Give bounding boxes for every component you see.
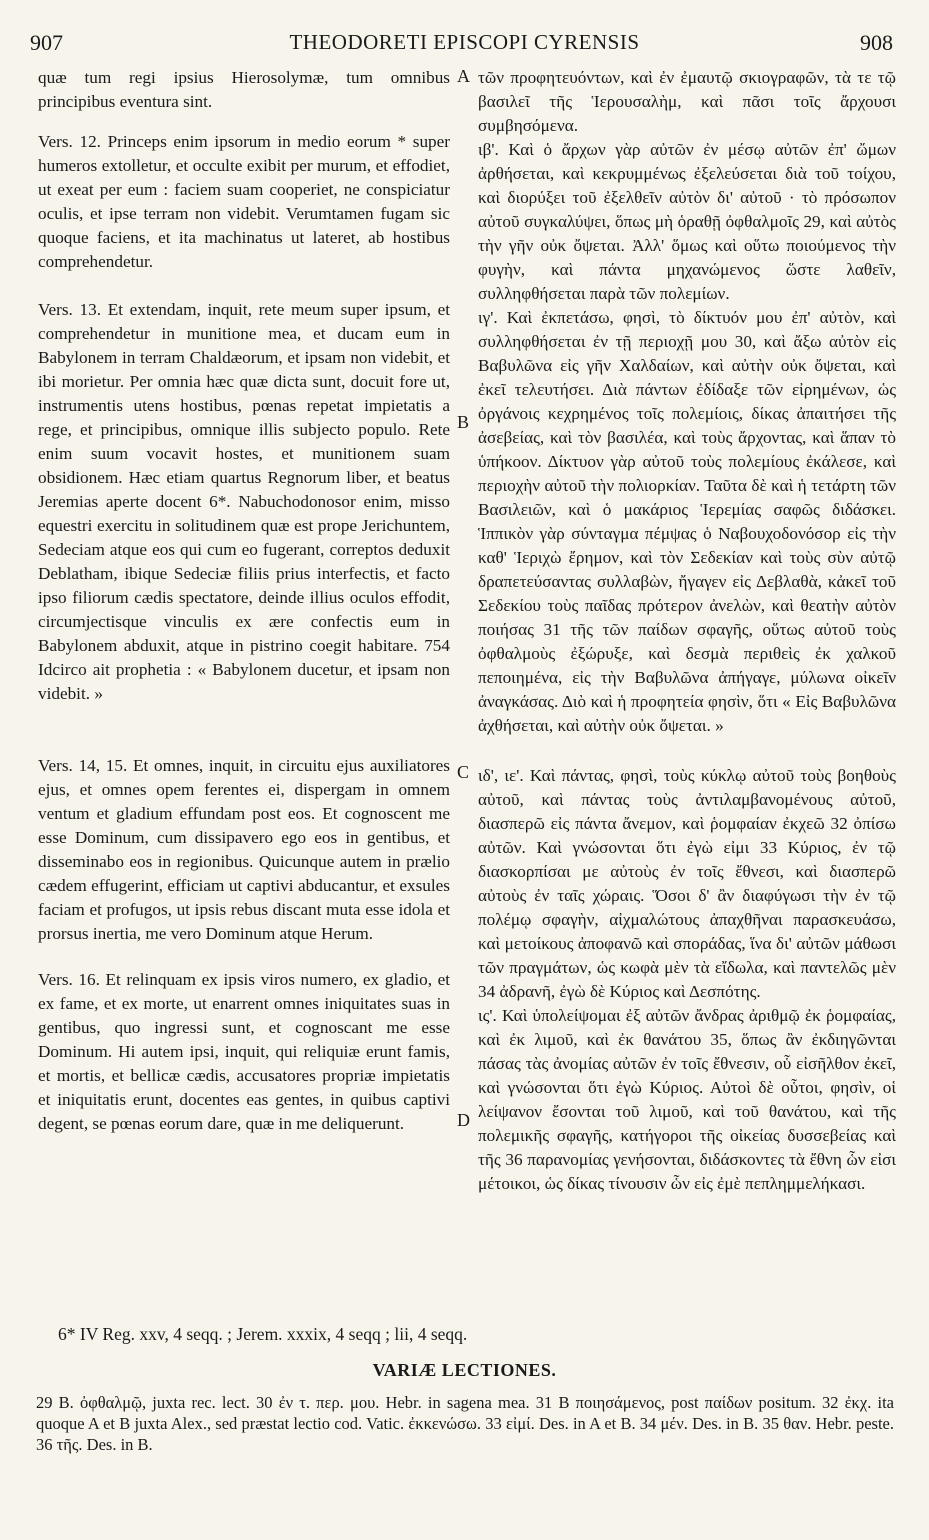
footnote: 6* IV Reg. xxv, 4 seqq. ; Jerem. xxxix, 4 seqq ; lii, 4 seqq. — [58, 1324, 468, 1344]
latin-paragraph: Vers. 12. Princeps enim ipsorum in medio eorum * super humeros extolletur, et occulte exibit per murum, et effodiet, ut exeat per eum : faciem suam cooperiet, ne conspiciatur oculis, et ipse terram non videbit. Verumtamen fugam sic quoque faciens, et ita machinatus ut lateret, ab hostibus comprehendetur. — [38, 132, 450, 271]
greek-paragraph: ις'. Καὶ ὑπολείψομαι ἐξ αὐτῶν ἄνδρας ἀριθμῷ ἐκ ῥομφαίας, καὶ ἐκ λιμοῦ, καὶ ἐκ θανάτου 35, ὅπως ἂν ἐκδιηγῶνται πάσας τὰς ἀνομίας αὐτῶν ἐν τοῖς ἔθνεσιν, οὗ εἰσῆλθον ἐκεῖ, καὶ γνώσονται ὅτι ἐγὼ Κύριος. Αὐτοὶ δὲ οὗτοι, φησὶν, οἱ λείψανον ἔσονται τοῦ λιμοῦ, καὶ τοῦ θανάτου, καὶ τῆς πολεμικῆς σφαγῆς, κατήγοροι τῆς οἰκείας δυσσεβείας καὶ τῆς 36 παρανομίας γενήσονται, διδάσκοντες τὰ ἔθνη ὧν εἰσι μέτοικοι, ὡς δίκας τίνουσιν ὧν εἰς ἐμὲ πεπλημμελήκασι. — [478, 1006, 896, 1193]
latin-paragraph: quæ tum regi ipsius Hierosolymæ, tum omnibus principibus eventura sint. — [38, 68, 450, 111]
latin-paragraph: Vers. 16. Et relinquam ex ipsis viros numero, ex gladio, et ex fame, et ex morte, ut enarrent omnes iniquitates suas in gentibus, quo ingressi sunt, et cognoscant me esse Dominum. Hi autem ipsi, inquit, qui reliquiæ erunt famis, et mortis, et bellicæ cædis, accusatores propriæ impietatis et iniquitatis erunt, docentes eas gentes, in quibus captivi degent, se pœnas eorum dare, quæ in me deliquerunt. — [38, 970, 450, 1133]
variant-readings: 29 B. ὀφθαλμῷ, juxta rec. lect. 30 ἐν τ. περ. μου. Hebr. in sagena mea. 31 B ποιησάμενος, post παίδων positum. 32 ἐκχ. ita quoque A et B juxta Alex., sed præstat lectio cod. Vatic. ἐκκενώσω. 33 εἰμί. Des. in A et B. 34 μέν. Des. in B. 35 θαν. Hebr. peste. 36 τῆς. Des. in B. — [36, 1393, 894, 1454]
margin-letter: D — [457, 1110, 470, 1130]
page-number-right: 908 — [860, 30, 893, 55]
greek-paragraph: ιγ'. Καὶ ἐκπετάσω, φησὶ, τὸ δίκτυόν μου ἐπ' αὐτὸν, καὶ συλληφθήσεται ἐν τῇ περιοχῇ μου 30, καὶ ἄξω αὐτὸν εἰς Βαβυλῶνα εἰς γῆν Χαλδαίων, καὶ αὐτὴν οὐκ ὄψεται, καὶ ἐκεῖ τελευτήσει. Διὰ πάντων ἐδίδαξε τῶν εἰρημένων, ὡς ὀργάνοις κεχρημένος τοῖς πολεμίοις, δίκας ἀπαιτήσει τῆς ἀσεβείας, καὶ τὸν βασιλέα, καὶ τοὺς ἄρχοντας, καὶ ἅπαν τὸ ὑπήκοον. Δίκτυον γὰρ αὐτοῦ τοὺς πολεμίους ἐκάλεσε, καὶ περιοχὴν αὐτοῦ τὴν πολιορκίαν. Ταῦτα δὲ καὶ ἡ τετάρτη τῶν Βασιλειῶν, καὶ ὁ μακάριος Ἱερεμίας σαφῶς διδάσκει. Ἱππικὸν γὰρ σύνταγμα πέμψας ὁ Ναβουχοδονόσορ εἰς τὴν καθ' Ἱεριχὼ ἔρημον, καὶ τὸν Σεδεκίαν καὶ τοὺς σὺν αὐτῷ δραπετεύσαντας συλλαβὼν, ἤγαγεν εἰς Δεβλαθὰ, κἀκεῖ τοῦ Σεδεκίου τοὺς παῖδας πρότερον ἀνελὼν, καὶ θεατὴν αὐτὸν ποιήσας 31 τῆς τῶν παίδων σφαγῆς, οὕτως αὐτοῦ τοὺς ὀφθαλμοὺς ἐξώρυξε, καὶ δεσμὰ περιθεὶς ἐκ χαλκοῦ πεποιημένα, εἰς τὴν Βαβυλῶνα ἀπήγαγε, μύλωνα οἰκεῖν ἀναγκάσας. Διὸ καὶ ἡ προφητεία φησὶν, ὅτι « Εἰς Βαβυλῶνα ἀχθήσεται, καὶ αὐτὴν οὐκ ὄψεται. » — [478, 308, 896, 735]
page-number-left: 907 — [30, 30, 63, 55]
latin-paragraph: Vers. 13. Et extendam, inquit, rete meum super ipsum, et comprehendetur in munitione mea, et ducam eum in Babylonem in terram Chaldæorum, et ipsam non videbit, et ibi morietur. Per omnia hæc quæ dicta sunt, docuit fore ut, instrumentis utens hostibus, pœnas repetat impietatis a rege, et principibus, omnique illis subjecto populo. Rete enim suum vocavit hostes, et munitionem suam obsidionem. Hæc etiam quartus Regnorum liber, et beatus Jeremias aperte docent 6*. Nabuchodonosor enim, misso equestri exercitu in solitudinem quæ est prope Jerichuntem, Sedeciam atque eos qui cum eo fugerant, correptos deduxit Deblatham, ibique Sedeciæ filiis prius interfectis, et facto ipso filiorum cædis spectatore, deinde illius oculos effodit, circumjectisque vinculis ex ære confectis eum in Babylonem abduxit, atque in pistrino coegit habitare. 754 Idcirco ait prophetia : « Babylonem ducetur, et ipsam non videbit. » — [38, 300, 450, 703]
margin-letter: A — [457, 66, 470, 86]
greek-paragraph: ιδ', ιε'. Καὶ πάντας, φησὶ, τοὺς κύκλῳ αὐτοῦ τοὺς βοηθοὺς αὐτοῦ, καὶ πάντας τοὺς ἀντιλαμβανομένους αὐτοῦ, διασπερῶ εἰς πάντα ἄνεμον, καὶ ῥομφαίαν ἐκχεῶ 32 ὀπίσω αὐτῶν. Καὶ γνώσονται ὅτι ἐγὼ εἰμι 33 Κύριος, ἐν τῷ διασκορπίσαι με αὐτοὺς ἐν τοῖς ἔθνεσι, καὶ διασπερῶ αὐτοὺς ἐν ταῖς χώραις. Ὅσοι δ' ἂν διαφύγωσι τὴν ἐν τῷ πολέμῳ σφαγὴν, αἰχμαλώτους ἀπαχθῆναι παρασκευάσω, καὶ μετοίκους ἀποφανῶ καὶ σποράδας, ἵνα δι' αὐτῶν μάθωσι τῶν πραγμάτων, ὡς κωφὰ μὲν τὰ εἴδωλα, καὶ παντελῶς μὲν 34 ἀδρανῆ, ἐγὼ δὲ Κύριος καὶ Δεσπότης. — [478, 766, 896, 1001]
latin-column — [38, 66, 450, 1136]
greek-column — [478, 66, 896, 1196]
margin-letter: C — [457, 762, 470, 782]
running-title: THEODORETI EPISCOPI CYRENSIS — [289, 30, 640, 54]
greek-paragraph: ιβ'. Καὶ ὁ ἄρχων γὰρ αὐτῶν ἐν μέσῳ αὐτῶν ἐπ' ὤμων ἀρθήσεται, καὶ κεκρυμμένως ἐξελεύσεται διὰ τοῦ τοίχου, καὶ διορύξει τοῦ ἐξελθεῖν αὐτὸν δι' αὐτοῦ · τὸ πρόσωπον αὐτοῦ συγκαλύψει, ὅπως μὴ ὁραθῇ ὀφθαλμοῖς 29, καὶ αὐτὸς τὴν γῆν οὐκ ὄψεται. Ἀλλ' ὅμως καὶ οὕτω ποιούμενος τὴν φυγὴν, καὶ πάντα μηχανώμενος ὥστε λαθεῖν, συλληφθήσεται παρὰ τῶν πολεμίων. — [478, 140, 896, 303]
latin-paragraph: Vers. 14, 15. Et omnes, inquit, in circuitu ejus auxiliatores ejus, et omnes opem ferentes ei, dispergam in omnem ventum et gladium effundam post eos. Et cognoscent me esse Dominum, cum dissipavero ego eos in gentibus, et disseminabo eos in regionibus. Quicunque autem in prælio cædem effugerint, efficiam ut captivi abducantur, et exsules faciam et profugos, ut ipsis rebus discant muta esse idola et prorsus inertia, me vero Dominum atque Herum. — [38, 756, 450, 943]
variants-title: VARIÆ LECTIONES. — [372, 1360, 557, 1380]
margin-letter: B — [457, 412, 470, 432]
greek-paragraph: τῶν προφητευόντων, καὶ ἐν ἐμαυτῷ σκιογραφῶν, τὰ τε τῷ βασιλεῖ τῆς Ἱερουσαλὴμ, καὶ πᾶσι τοῖς ἄρχουσι συμβησόμενα. — [478, 68, 896, 135]
